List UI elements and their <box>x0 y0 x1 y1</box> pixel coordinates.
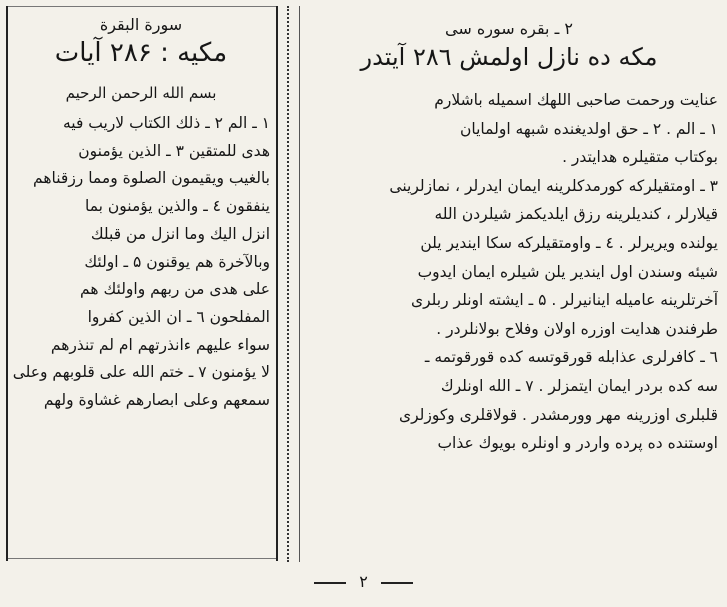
text-line: قلبلرى اوزرينه مهر وورمشدر . قولاقلرى وكوزلرى <box>398 405 718 424</box>
footer-dash <box>314 582 346 584</box>
column-separator <box>287 6 289 562</box>
text-line: انزل اليك وما انزل من قبلك <box>90 224 270 243</box>
text-line: سه كده بردر ايمان ايتمزلر . ۷ ـ الله اونلرك <box>440 376 718 395</box>
left-column-rule <box>8 558 276 559</box>
text-line: ينفقون ٤ ـ والذين يؤمنون بما <box>84 197 270 216</box>
text-line: وبالآخرة هم يوقنون ۵ ـ اولئك <box>84 252 270 271</box>
left-column-border <box>276 6 278 561</box>
surah-title: ۲ ـ بقره سوره سی <box>445 19 573 38</box>
translation-column <box>300 18 718 458</box>
text-line: على هدى من ربهم واولئك هم <box>80 280 270 299</box>
page-footer <box>0 572 727 591</box>
text-line: ۱ ـ الم ۲ ـ ذلك الكتاب لاريب فيه <box>62 114 270 132</box>
text-line: ٦ ـ كافرلرى عذابله قورقوتسه كده قورقوتمه ـ <box>424 348 718 367</box>
text-line: هدى للمتقين ۳ ـ الذين يؤمنون <box>78 141 270 160</box>
left-column-rule <box>8 6 276 7</box>
surah-meta: مکیه : ۲۸۶ آیات <box>54 38 228 68</box>
text-line: ۳ ـ اومتقيلركه كورمدكلرينه ايمان ايدرلر ، نمازلرينى <box>389 176 718 195</box>
text-line: عنايت ورحمت صاحبى اللهك اسميله باشلارم <box>434 91 718 109</box>
text-line: يولنده ويريرلر . ٤ ـ واومتقيلركه سكا ايندير يلن <box>420 233 718 252</box>
text-line: المفلحون ٦ ـ ان الذين كفروا <box>87 307 270 326</box>
arabic-column <box>6 14 276 415</box>
text-line: بوكتاب متقيلره هدايتدر . <box>562 148 718 167</box>
text-line: سمعهم وعلى ابصارهم غشاوة ولهم <box>43 391 270 410</box>
text-line: قيلارلر ، كنديلرينه رزق ايلديكمز شيلردن الله <box>434 205 718 224</box>
text-line: سواء عليهم ءانذرتهم ام لم تنذرهم <box>50 335 270 354</box>
text-line: ۱ ـ الم . ۲ ـ حق اولديغنده شبهه اولمايان <box>460 119 718 138</box>
text-line: طرفندن هدايت اوزره اولان وفلاح بولانلردر . <box>436 319 718 338</box>
footer-dash <box>381 582 413 584</box>
text-line: آخرتلرينه عاميله اينانيرلر . ۵ ـ ايشته اونلر ربلرى <box>410 291 718 310</box>
basmala: بسم الله الرحمن الرحيم <box>65 84 217 102</box>
text-line: لا يؤمنون ۷ ـ ختم الله على قلوبهم وعلى <box>12 363 270 382</box>
translation-text <box>300 86 718 458</box>
page-number: ۲ <box>359 572 368 591</box>
text-line: اوستنده ده پرده واردر و اونلره بويوك عذاب <box>437 434 718 453</box>
text-line: بالغيب ويقيمون الصلوة ومما رزقناهم <box>33 169 270 188</box>
surah-subtitle: مكه ده نازل اولمش ۲۸٦ آيتدر <box>360 43 658 71</box>
surah-title: سورة البقرة <box>99 15 183 34</box>
text-line: شيئه وسندن اول ايندير يلن شيلره ايمان ايدوب <box>417 262 718 281</box>
verse-text <box>6 110 276 415</box>
